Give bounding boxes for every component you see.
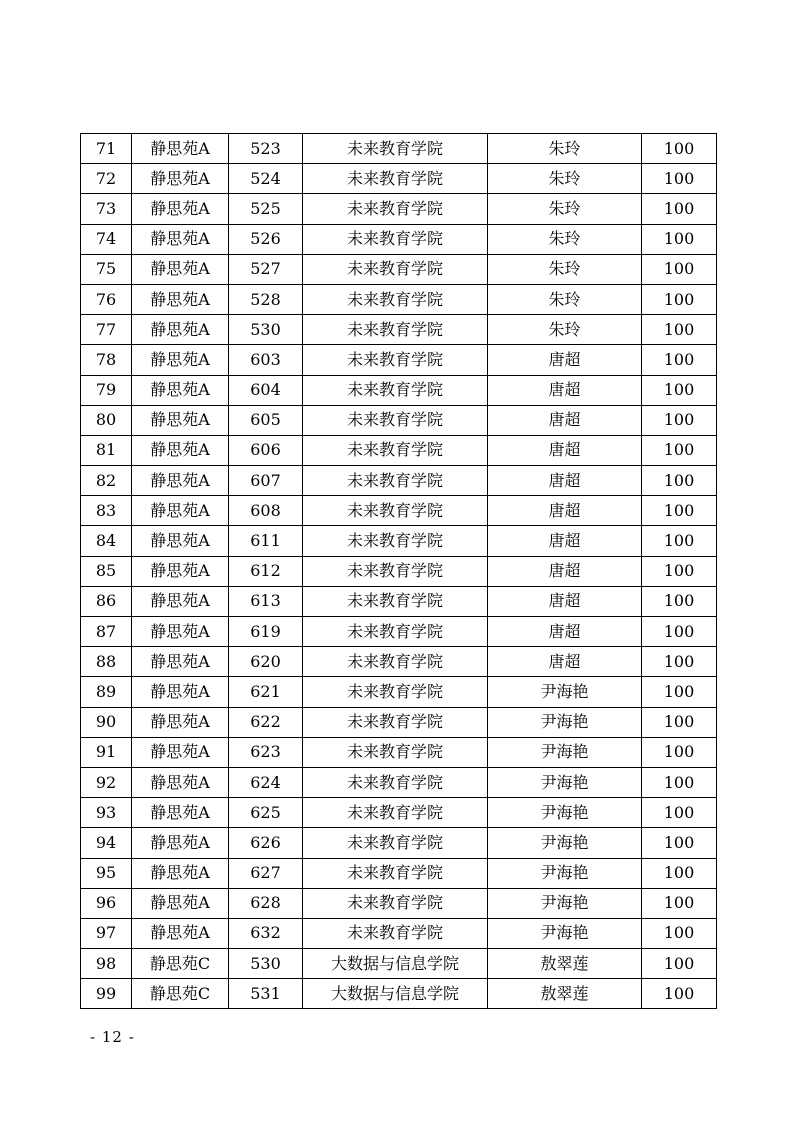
room-number-cell: 632 — [229, 918, 303, 948]
counselor-cell: 尹海艳 — [488, 918, 642, 948]
score-cell: 100 — [642, 767, 717, 797]
building-cell: 静思苑A — [132, 315, 229, 345]
table-row — [81, 556, 717, 586]
score-cell: 100 — [642, 556, 717, 586]
counselor-cell: 敖翠莲 — [488, 979, 642, 1009]
college-cell: 未来教育学院 — [303, 496, 488, 526]
table-row — [81, 617, 717, 647]
counselor-cell: 尹海艳 — [488, 858, 642, 888]
room-number-cell: 613 — [229, 586, 303, 616]
counselor-cell: 唐超 — [488, 345, 642, 375]
row-index-cell: 95 — [81, 858, 132, 888]
table-row — [81, 375, 717, 405]
room-number-cell: 626 — [229, 828, 303, 858]
row-index-cell: 72 — [81, 164, 132, 194]
row-index-cell: 75 — [81, 254, 132, 284]
score-cell: 100 — [642, 798, 717, 828]
row-index-cell: 79 — [81, 375, 132, 405]
score-cell: 100 — [642, 737, 717, 767]
row-index-cell: 86 — [81, 586, 132, 616]
score-cell: 100 — [642, 194, 717, 224]
table-row — [81, 677, 717, 707]
table-body — [81, 134, 717, 1009]
building-cell: 静思苑A — [132, 586, 229, 616]
score-cell: 100 — [642, 526, 717, 556]
counselor-cell: 唐超 — [488, 375, 642, 405]
score-cell: 100 — [642, 224, 717, 254]
row-index-cell: 74 — [81, 224, 132, 254]
score-cell: 100 — [642, 345, 717, 375]
table-row — [81, 526, 717, 556]
score-cell: 100 — [642, 918, 717, 948]
room-number-cell: 622 — [229, 707, 303, 737]
table-row — [81, 315, 717, 345]
row-index-cell: 82 — [81, 466, 132, 496]
college-cell: 未来教育学院 — [303, 526, 488, 556]
room-number-cell: 605 — [229, 405, 303, 435]
college-cell: 未来教育学院 — [303, 466, 488, 496]
college-cell: 未来教育学院 — [303, 375, 488, 405]
building-cell: 静思苑A — [132, 617, 229, 647]
score-cell: 100 — [642, 496, 717, 526]
college-cell: 未来教育学院 — [303, 647, 488, 677]
counselor-cell: 唐超 — [488, 647, 642, 677]
dormitory-score-table — [80, 133, 717, 1009]
table-row — [81, 254, 717, 284]
table-row — [81, 798, 717, 828]
score-cell: 100 — [642, 315, 717, 345]
college-cell: 未来教育学院 — [303, 134, 488, 164]
college-cell: 未来教育学院 — [303, 556, 488, 586]
building-cell: 静思苑A — [132, 556, 229, 586]
room-number-cell: 525 — [229, 194, 303, 224]
counselor-cell: 朱玲 — [488, 315, 642, 345]
page-number: - 12 - — [90, 1028, 135, 1046]
college-cell: 未来教育学院 — [303, 345, 488, 375]
row-index-cell: 91 — [81, 737, 132, 767]
counselor-cell: 尹海艳 — [488, 767, 642, 797]
college-cell: 未来教育学院 — [303, 284, 488, 314]
table-row — [81, 979, 717, 1009]
table-row — [81, 647, 717, 677]
college-cell: 未来教育学院 — [303, 315, 488, 345]
room-number-cell: 527 — [229, 254, 303, 284]
table-row — [81, 496, 717, 526]
row-index-cell: 83 — [81, 496, 132, 526]
college-cell: 大数据与信息学院 — [303, 979, 488, 1009]
score-cell: 100 — [642, 134, 717, 164]
table-row — [81, 707, 717, 737]
room-number-cell: 612 — [229, 556, 303, 586]
building-cell: 静思苑A — [132, 224, 229, 254]
building-cell: 静思苑C — [132, 949, 229, 979]
room-number-cell: 625 — [229, 798, 303, 828]
room-number-cell: 627 — [229, 858, 303, 888]
college-cell: 未来教育学院 — [303, 858, 488, 888]
counselor-cell: 尹海艳 — [488, 737, 642, 767]
college-cell: 大数据与信息学院 — [303, 949, 488, 979]
score-cell: 100 — [642, 435, 717, 465]
building-cell: 静思苑A — [132, 828, 229, 858]
building-cell: 静思苑C — [132, 979, 229, 1009]
table-row — [81, 194, 717, 224]
row-index-cell: 90 — [81, 707, 132, 737]
counselor-cell: 唐超 — [488, 617, 642, 647]
room-number-cell: 619 — [229, 617, 303, 647]
table-row — [81, 466, 717, 496]
building-cell: 静思苑A — [132, 888, 229, 918]
room-number-cell: 606 — [229, 435, 303, 465]
row-index-cell: 78 — [81, 345, 132, 375]
row-index-cell: 71 — [81, 134, 132, 164]
college-cell: 未来教育学院 — [303, 677, 488, 707]
row-index-cell: 94 — [81, 828, 132, 858]
counselor-cell: 尹海艳 — [488, 798, 642, 828]
score-cell: 100 — [642, 405, 717, 435]
counselor-cell: 唐超 — [488, 496, 642, 526]
table-row — [81, 224, 717, 254]
score-cell: 100 — [642, 284, 717, 314]
building-cell: 静思苑A — [132, 496, 229, 526]
score-cell: 100 — [642, 375, 717, 405]
table-row — [81, 405, 717, 435]
row-index-cell: 85 — [81, 556, 132, 586]
building-cell: 静思苑A — [132, 647, 229, 677]
building-cell: 静思苑A — [132, 858, 229, 888]
row-index-cell: 97 — [81, 918, 132, 948]
counselor-cell: 朱玲 — [488, 254, 642, 284]
college-cell: 未来教育学院 — [303, 767, 488, 797]
building-cell: 静思苑A — [132, 526, 229, 556]
row-index-cell: 93 — [81, 798, 132, 828]
building-cell: 静思苑A — [132, 466, 229, 496]
counselor-cell: 尹海艳 — [488, 828, 642, 858]
row-index-cell: 92 — [81, 767, 132, 797]
college-cell: 未来教育学院 — [303, 798, 488, 828]
table-row — [81, 435, 717, 465]
table-row — [81, 164, 717, 194]
room-number-cell: 624 — [229, 767, 303, 797]
room-number-cell: 524 — [229, 164, 303, 194]
counselor-cell: 唐超 — [488, 435, 642, 465]
room-number-cell: 530 — [229, 315, 303, 345]
building-cell: 静思苑A — [132, 254, 229, 284]
table-row — [81, 284, 717, 314]
row-index-cell: 81 — [81, 435, 132, 465]
college-cell: 未来教育学院 — [303, 828, 488, 858]
score-cell: 100 — [642, 828, 717, 858]
row-index-cell: 88 — [81, 647, 132, 677]
college-cell: 未来教育学院 — [303, 224, 488, 254]
building-cell: 静思苑A — [132, 375, 229, 405]
row-index-cell: 99 — [81, 979, 132, 1009]
room-number-cell: 608 — [229, 496, 303, 526]
room-number-cell: 526 — [229, 224, 303, 254]
counselor-cell: 朱玲 — [488, 284, 642, 314]
room-number-cell: 623 — [229, 737, 303, 767]
score-cell: 100 — [642, 858, 717, 888]
score-cell: 100 — [642, 647, 717, 677]
row-index-cell: 77 — [81, 315, 132, 345]
row-index-cell: 96 — [81, 888, 132, 918]
table-row — [81, 134, 717, 164]
row-index-cell: 98 — [81, 949, 132, 979]
building-cell: 静思苑A — [132, 707, 229, 737]
counselor-cell: 唐超 — [488, 586, 642, 616]
building-cell: 静思苑A — [132, 737, 229, 767]
room-number-cell: 607 — [229, 466, 303, 496]
counselor-cell: 唐超 — [488, 556, 642, 586]
score-cell: 100 — [642, 254, 717, 284]
counselor-cell: 敖翠莲 — [488, 949, 642, 979]
building-cell: 静思苑A — [132, 164, 229, 194]
building-cell: 静思苑A — [132, 918, 229, 948]
college-cell: 未来教育学院 — [303, 435, 488, 465]
row-index-cell: 80 — [81, 405, 132, 435]
room-number-cell: 523 — [229, 134, 303, 164]
score-cell: 100 — [642, 677, 717, 707]
score-cell: 100 — [642, 707, 717, 737]
counselor-cell: 唐超 — [488, 466, 642, 496]
college-cell: 未来教育学院 — [303, 405, 488, 435]
room-number-cell: 611 — [229, 526, 303, 556]
table-row — [81, 888, 717, 918]
row-index-cell: 76 — [81, 284, 132, 314]
building-cell: 静思苑A — [132, 194, 229, 224]
building-cell: 静思苑A — [132, 134, 229, 164]
counselor-cell: 尹海艳 — [488, 677, 642, 707]
counselor-cell: 朱玲 — [488, 194, 642, 224]
table-row — [81, 828, 717, 858]
score-cell: 100 — [642, 888, 717, 918]
row-index-cell: 87 — [81, 617, 132, 647]
room-number-cell: 604 — [229, 375, 303, 405]
college-cell: 未来教育学院 — [303, 888, 488, 918]
building-cell: 静思苑A — [132, 345, 229, 375]
college-cell: 未来教育学院 — [303, 194, 488, 224]
room-number-cell: 603 — [229, 345, 303, 375]
table-row — [81, 858, 717, 888]
room-number-cell: 531 — [229, 979, 303, 1009]
table-row — [81, 737, 717, 767]
room-number-cell: 628 — [229, 888, 303, 918]
college-cell: 未来教育学院 — [303, 254, 488, 284]
counselor-cell: 朱玲 — [488, 134, 642, 164]
score-cell: 100 — [642, 979, 717, 1009]
score-cell: 100 — [642, 617, 717, 647]
room-number-cell: 530 — [229, 949, 303, 979]
counselor-cell: 朱玲 — [488, 224, 642, 254]
building-cell: 静思苑A — [132, 798, 229, 828]
counselor-cell: 尹海艳 — [488, 707, 642, 737]
table-row — [81, 918, 717, 948]
score-cell: 100 — [642, 586, 717, 616]
score-cell: 100 — [642, 949, 717, 979]
college-cell: 未来教育学院 — [303, 617, 488, 647]
score-cell: 100 — [642, 164, 717, 194]
college-cell: 未来教育学院 — [303, 737, 488, 767]
college-cell: 未来教育学院 — [303, 918, 488, 948]
table-row — [81, 949, 717, 979]
score-cell: 100 — [642, 466, 717, 496]
table-row — [81, 767, 717, 797]
counselor-cell: 唐超 — [488, 526, 642, 556]
row-index-cell: 84 — [81, 526, 132, 556]
counselor-cell: 朱玲 — [488, 164, 642, 194]
building-cell: 静思苑A — [132, 405, 229, 435]
row-index-cell: 89 — [81, 677, 132, 707]
building-cell: 静思苑A — [132, 284, 229, 314]
room-number-cell: 620 — [229, 647, 303, 677]
room-number-cell: 621 — [229, 677, 303, 707]
counselor-cell: 唐超 — [488, 405, 642, 435]
building-cell: 静思苑A — [132, 435, 229, 465]
college-cell: 未来教育学院 — [303, 164, 488, 194]
counselor-cell: 尹海艳 — [488, 888, 642, 918]
college-cell: 未来教育学院 — [303, 586, 488, 616]
table-row — [81, 345, 717, 375]
building-cell: 静思苑A — [132, 677, 229, 707]
college-cell: 未来教育学院 — [303, 707, 488, 737]
table-row — [81, 586, 717, 616]
row-index-cell: 73 — [81, 194, 132, 224]
building-cell: 静思苑A — [132, 767, 229, 797]
room-number-cell: 528 — [229, 284, 303, 314]
